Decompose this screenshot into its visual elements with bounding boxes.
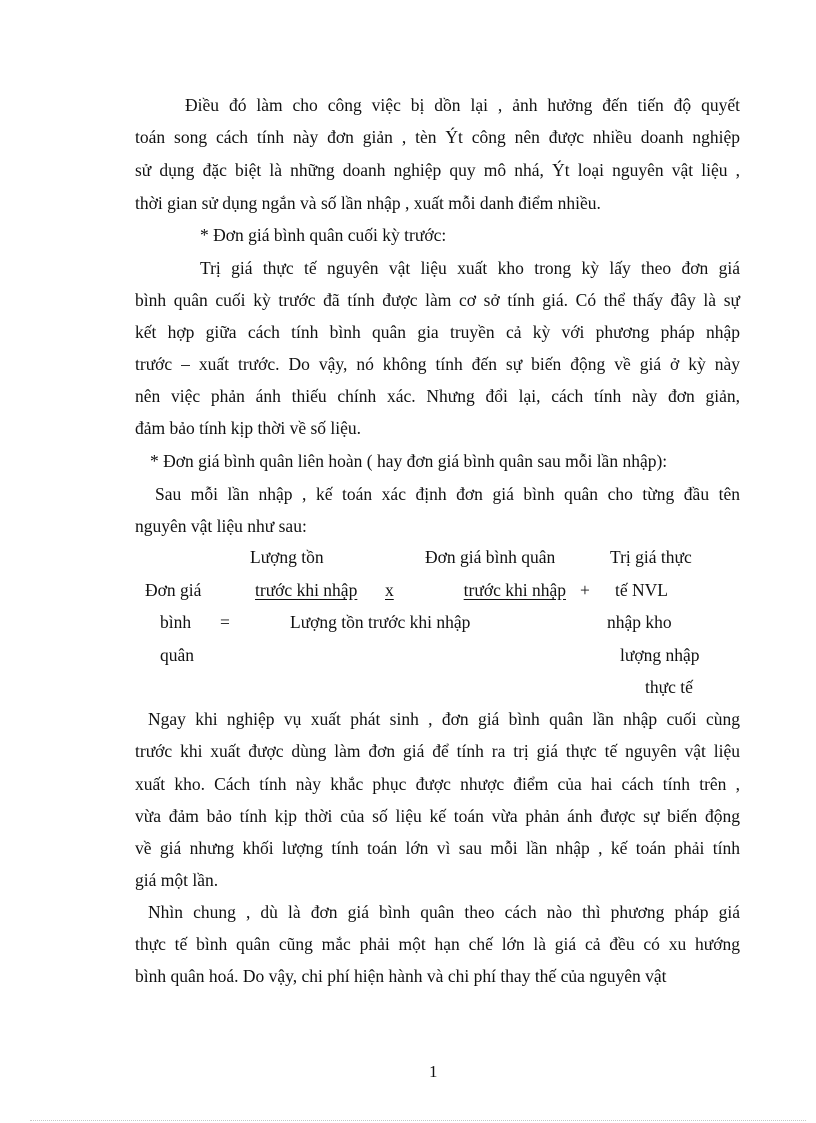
formula-denominator-2-line-2: thực tế bbox=[645, 677, 693, 697]
paragraph-2-line-4: trước – xuất trước. Do vậy, nó không tính đến sự biến động về giá ở kỳ này bbox=[135, 354, 740, 374]
paragraph-4-line-5: về giá nhưng khối lượng tính toán lớn vì sau mỗi lần nhập , kế toán phải tính bbox=[135, 838, 740, 858]
formula-term3-line-1: Trị giá thực bbox=[610, 547, 692, 567]
paragraph-1-line-4: thời gian sử dụng ngắn và số lần nhập , xuất mỗi danh điểm nhiều. bbox=[135, 193, 601, 213]
paragraph-1-line-3: sử dụng đặc biệt là những doanh nghiệp quy mô nhá, Ýt loại nguyên vật liệu , bbox=[135, 160, 740, 180]
paragraph-5-line-3: bình quân hoá. Do vậy, chi phí hiện hành và chi phí thay thế của nguyên vật bbox=[135, 966, 667, 986]
formula-term3-line-3: nhập kho bbox=[607, 612, 672, 632]
heading-continuous-average: * Đơn giá bình quân liên hoàn ( hay đơn giá bình quân sau mỗi lần nhập): bbox=[150, 451, 668, 471]
formula-term1-bottom: trước khi nhập bbox=[255, 580, 358, 600]
paragraph-5-line-2: thực tế bình quân cũng mắc phải một hạn chế lớn là giá cả đều có xu hướng bbox=[135, 934, 740, 954]
paragraph-1-line-2: toán song cách tính này đơn giản , tèn Ýt công nên được nhiều doanh nghiệp bbox=[135, 127, 740, 147]
formula-term2-bottom: trước khi nhập bbox=[463, 580, 566, 600]
paragraph-2-line-3: kết hợp giữa cách tính bình quân gia truyền cả kỳ với phương pháp nhập bbox=[135, 322, 740, 342]
formula-term2-top: Đơn giá bình quân bbox=[425, 547, 556, 567]
paragraph-5-line-1: Nhìn chung , dù là đơn giá bình quân theo cách nào thì phương pháp giá bbox=[148, 902, 740, 922]
paragraph-1-line-1: Điều đó làm cho công việc bị dồn lại , ảnh hưởng đến tiến độ quyết bbox=[185, 95, 740, 115]
paragraph-3-line-1: Sau mỗi lần nhập , kế toán xác định đơn giá bình quân cho từng đầu tên bbox=[155, 484, 740, 504]
paragraph-3-line-2: nguyên vật liệu như sau: bbox=[135, 516, 307, 536]
formula-lhs-line-1: Đơn giá bbox=[145, 580, 202, 600]
page-number: 1 bbox=[429, 1062, 438, 1081]
page-bottom-divider bbox=[30, 1120, 806, 1121]
paragraph-2-line-5: nên việc phản ánh thiếu chính xác. Nhưng đổi lại, cách tính này đơn giản, bbox=[135, 386, 740, 406]
paragraph-4-line-1: Ngay khi nghiệp vụ xuất phát sinh , đơn giá bình quân lần nhập cuối cùng bbox=[148, 709, 740, 729]
formula-times-sign: x bbox=[385, 580, 394, 600]
formula-term3-line-2: tế NVL bbox=[615, 580, 668, 600]
paragraph-4-line-4: vừa đảm bảo tính kịp thời của số liệu kế toán vừa phản ánh được sự biến động bbox=[135, 806, 740, 826]
paragraph-4-line-2: trước khi xuất được dùng làm đơn giá để tính ra trị giá thực tế nguyên vật liệu bbox=[135, 741, 740, 761]
formula-term1-top: Lượng tồn bbox=[250, 547, 324, 567]
heading-prev-period: * Đơn giá bình quân cuối kỳ trước: bbox=[200, 225, 447, 245]
paragraph-4-line-3: xuất kho. Cách tính này khắc phục được nhược điểm của hai cách tính trên , bbox=[135, 774, 740, 794]
formula-denominator-2-line-1: lượng nhập bbox=[620, 645, 700, 665]
paragraph-2-line-1: Trị giá thực tế nguyên vật liệu xuất kho trong kỳ lấy theo đơn giá bbox=[200, 258, 740, 278]
paragraph-4-line-6: giá một lần. bbox=[135, 870, 219, 890]
paragraph-2-line-6: đảm bảo tính kịp thời về số liệu. bbox=[135, 418, 362, 438]
formula-lhs-line-3: quân bbox=[160, 645, 195, 665]
formula-equals-sign: = bbox=[220, 612, 230, 632]
formula-denominator: Lượng tồn trước khi nhập bbox=[290, 612, 471, 632]
paragraph-2-line-2: bình quân cuối kỳ trước đã tính được làm cơ sở tính giá. Có thể thấy đây là sự bbox=[135, 290, 740, 310]
formula-plus-sign: + bbox=[580, 580, 590, 600]
formula-lhs-line-2: bình bbox=[160, 612, 192, 632]
